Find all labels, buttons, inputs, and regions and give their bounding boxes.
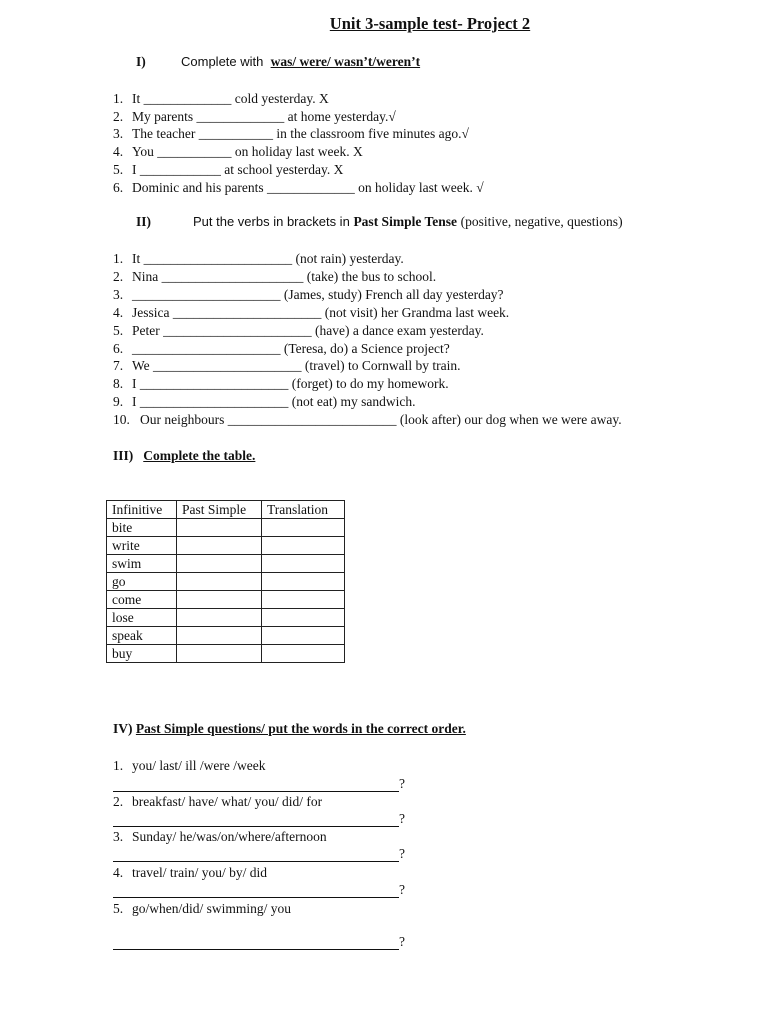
- item-text: breakfast/ have/ what/ you/ did/ for: [132, 794, 323, 809]
- table-row: [107, 591, 345, 609]
- item-text: You ___________ on holiday last week. X: [132, 144, 363, 159]
- section1-item: [113, 179, 484, 197]
- translation-cell[interactable]: [262, 519, 345, 537]
- table-row: [107, 573, 345, 591]
- translation-cell[interactable]: [262, 609, 345, 627]
- item-number: 1.: [113, 758, 124, 773]
- section1-item: [113, 108, 396, 126]
- section2-instruction-b: Past Simple Tense: [353, 214, 457, 229]
- infinitive-cell: go: [107, 573, 177, 591]
- past-simple-cell[interactable]: [177, 519, 262, 537]
- past-simple-cell[interactable]: [177, 627, 262, 645]
- section4-question: [113, 757, 265, 775]
- item-text: I ____________ at school yesterday. X: [132, 162, 344, 177]
- section2-number: II): [136, 214, 152, 229]
- translation-cell[interactable]: [262, 555, 345, 573]
- translation-cell[interactable]: [262, 537, 345, 555]
- header-past-simple: Past Simple: [177, 501, 262, 519]
- past-simple-cell[interactable]: [177, 555, 262, 573]
- verb-table: [106, 500, 345, 663]
- section2-item: [113, 286, 504, 304]
- section4-question: [113, 828, 327, 846]
- infinitive-cell: lose: [107, 609, 177, 627]
- item-number: 3.: [113, 126, 124, 141]
- section1-number: I): [136, 54, 146, 69]
- item-number: 2.: [113, 794, 124, 809]
- section2-instruction-a: Put the verbs in brackets in: [193, 214, 350, 229]
- item-number: 3.: [113, 829, 124, 844]
- item-text: Peter ______________________ (have) a dance exam yesterday.: [132, 323, 484, 338]
- question-mark: ?: [399, 846, 405, 861]
- infinitive-cell: write: [107, 537, 177, 555]
- infinitive-cell: speak: [107, 627, 177, 645]
- item-text: ______________________ (James, study) French all day yesterday?: [132, 287, 504, 302]
- section2-item: [113, 393, 415, 411]
- table-row: [107, 555, 345, 573]
- section4-question: [113, 900, 291, 918]
- section4-question: [113, 864, 267, 882]
- item-text: We ______________________ (travel) to Cornwall by train.: [132, 358, 461, 373]
- section1-options: was/ were/ wasn’t/weren’t: [270, 54, 421, 69]
- item-text: Dominic and his parents _____________ on holiday last week. √: [132, 180, 484, 195]
- question-mark: ?: [399, 882, 405, 897]
- item-number: 4.: [113, 305, 124, 320]
- infinitive-cell: buy: [107, 645, 177, 663]
- question-mark: ?: [399, 811, 405, 826]
- table-row: [107, 609, 345, 627]
- infinitive-cell: come: [107, 591, 177, 609]
- page-title: Unit 3-sample test- Project 2: [329, 14, 531, 33]
- item-text: go/when/did/ swimming/ you: [132, 901, 292, 916]
- section2-item: [113, 357, 460, 375]
- question-mark: ?: [399, 776, 405, 791]
- past-simple-cell[interactable]: [177, 537, 262, 555]
- item-number: 7.: [113, 358, 124, 373]
- item-number: 10.: [113, 412, 130, 427]
- infinitive-cell: bite: [107, 519, 177, 537]
- answer-line[interactable]: [113, 897, 399, 898]
- translation-cell[interactable]: [262, 573, 345, 591]
- section1-instruction-text: Complete with: [181, 54, 264, 69]
- item-text: The teacher ___________ in the classroom five minutes ago.√: [132, 126, 469, 141]
- table-header-row: [107, 501, 345, 519]
- section4-heading: [113, 721, 466, 737]
- item-number: 6.: [113, 341, 124, 356]
- item-number: 6.: [113, 180, 124, 195]
- item-number: 1.: [113, 251, 124, 266]
- section1-item: [113, 90, 329, 108]
- item-text: travel/ train/ you/ by/ did: [132, 865, 267, 880]
- item-text: I ______________________ (not eat) my sandwich.: [132, 394, 416, 409]
- answer-line[interactable]: [113, 861, 399, 862]
- section2-item: [113, 375, 449, 393]
- item-text: Our neighbours _________________________ (look after) our dog when we were away.: [140, 412, 622, 427]
- item-text: It _____________ cold yesterday. X: [132, 91, 329, 106]
- section2-item: [113, 411, 622, 429]
- item-number: 3.: [113, 287, 124, 302]
- section1-item: [113, 125, 469, 143]
- past-simple-cell[interactable]: [177, 609, 262, 627]
- past-simple-cell[interactable]: [177, 591, 262, 609]
- item-text: Sunday/ he/was/on/where/afternoon: [132, 829, 327, 844]
- translation-cell[interactable]: [262, 645, 345, 663]
- answer-line[interactable]: [113, 791, 399, 792]
- item-number: 2.: [113, 269, 124, 284]
- section2-instruction: [193, 214, 623, 230]
- section1-item: [113, 161, 343, 179]
- section2-instruction-c: (positive, negative, questions): [460, 214, 623, 229]
- infinitive-cell: swim: [107, 555, 177, 573]
- answer-line[interactable]: [113, 826, 399, 827]
- question-mark: ?: [399, 934, 405, 949]
- item-number: 4.: [113, 144, 124, 159]
- section3-instruction: Complete the table.: [143, 448, 256, 463]
- item-text: My parents _____________ at home yesterday.√: [132, 109, 396, 124]
- item-text: ______________________ (Teresa, do) a Science project?: [132, 341, 450, 356]
- section1-item: [113, 143, 363, 161]
- translation-cell[interactable]: [262, 591, 345, 609]
- item-number: 5.: [113, 162, 124, 177]
- section3-heading: [113, 448, 255, 464]
- section2-item: [113, 250, 404, 268]
- answer-line[interactable]: [113, 949, 399, 950]
- section2-item: [113, 322, 484, 340]
- section1-instruction: [181, 54, 420, 70]
- section2-item: [113, 304, 509, 322]
- table-row: [107, 537, 345, 555]
- item-number: 1.: [113, 91, 124, 106]
- item-text: Nina _____________________ (take) the bus to school.: [132, 269, 437, 284]
- section3-number: III): [113, 448, 134, 463]
- item-number: 5.: [113, 323, 124, 338]
- table-row: [107, 519, 345, 537]
- table-row: [107, 627, 345, 645]
- table-row: [107, 645, 345, 663]
- item-number: 9.: [113, 394, 124, 409]
- item-text: Jessica ______________________ (not visit) her Grandma last week.: [132, 305, 510, 320]
- item-text: you/ last/ ill /were /week: [132, 758, 266, 773]
- section4-question: [113, 793, 322, 811]
- header-infinitive: Infinitive: [107, 501, 177, 519]
- section4-number: IV): [113, 721, 133, 736]
- item-number: 2.: [113, 109, 124, 124]
- item-text: It ______________________ (not rain) yesterday.: [132, 251, 404, 266]
- translation-cell[interactable]: [262, 627, 345, 645]
- header-translation: Translation: [262, 501, 345, 519]
- item-number: 5.: [113, 901, 124, 916]
- past-simple-cell[interactable]: [177, 573, 262, 591]
- past-simple-cell[interactable]: [177, 645, 262, 663]
- item-number: 4.: [113, 865, 124, 880]
- section2-item: [113, 340, 450, 358]
- item-number: 8.: [113, 376, 124, 391]
- section4-instruction: Past Simple questions/ put the words in the correct order.: [135, 721, 466, 736]
- item-text: I ______________________ (forget) to do my homework.: [132, 376, 449, 391]
- section2-item: [113, 268, 436, 286]
